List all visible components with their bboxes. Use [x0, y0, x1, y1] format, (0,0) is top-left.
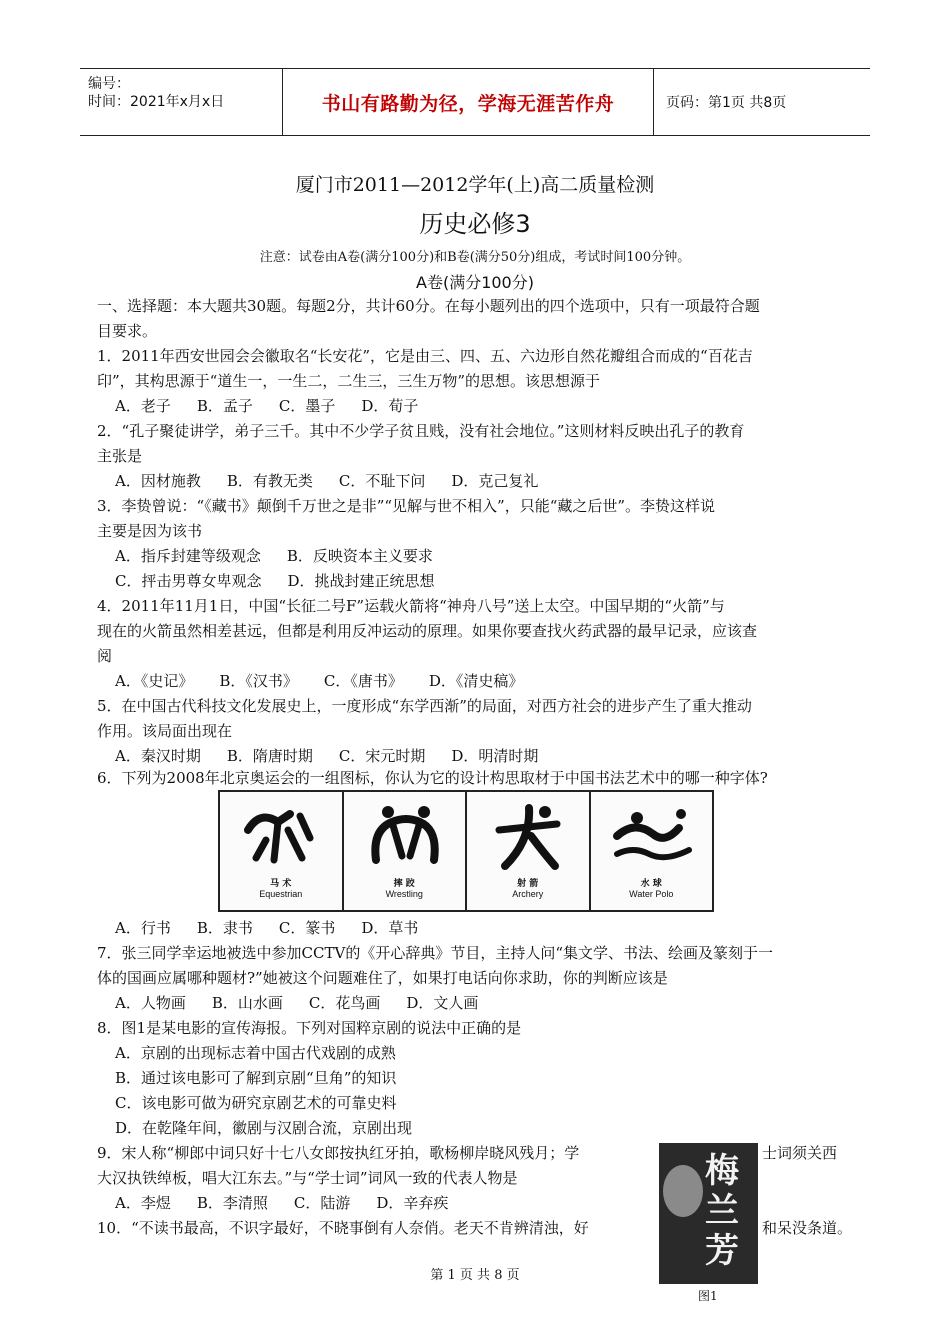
- q1-option-b[interactable]: B．孟子: [196, 397, 253, 415]
- q7-options: [115, 993, 504, 1013]
- q4-option-a[interactable]: A．《史记》: [115, 672, 194, 690]
- q7-option-d[interactable]: D．文人画: [406, 994, 479, 1012]
- q2-option-d[interactable]: D．克己复礼: [451, 472, 539, 490]
- q2-option-a[interactable]: A．因材施教: [115, 472, 201, 490]
- poster-char-1: 梅: [705, 1151, 739, 1191]
- header-table: [80, 68, 870, 136]
- q9-stem-1a: 9．宋人称“柳郎中词只好十七八女郎按执红牙拍，歌杨柳岸晓风残月；学: [97, 1144, 580, 1162]
- header-meta: [80, 69, 283, 135]
- time-label: 时间：2021年x月x日: [88, 94, 225, 110]
- q3-option-c[interactable]: C．抨击男尊女卑观念: [115, 572, 262, 590]
- q1-option-d[interactable]: D．荀子: [361, 397, 419, 415]
- q1-options: [115, 396, 444, 416]
- q7-option-b[interactable]: B．山水画: [211, 994, 283, 1012]
- movie-poster-image: [659, 1143, 758, 1284]
- q9-option-d[interactable]: D．辛弃疾: [376, 1194, 449, 1212]
- page-footer: 第 1 页 共 8 页: [430, 1268, 520, 1283]
- q5-stem-2: 作用。该局面出现在: [97, 722, 233, 740]
- q3-option-b[interactable]: B．反映资本主义要求: [286, 547, 433, 565]
- q8-option-a[interactable]: A．京剧的出现标志着中国古代戏剧的成熟: [115, 1044, 396, 1062]
- page-info: 页码：第1页 共8页: [666, 95, 787, 111]
- exam-note: 注意：试卷由A卷(满分100分)和B卷(满分50分)组成，考试时间100分钟。: [259, 250, 691, 265]
- q2-options: [115, 471, 564, 491]
- subject-title: 历史必修3: [419, 210, 531, 238]
- q6-options: [115, 918, 444, 938]
- q5-options: [115, 746, 564, 766]
- q4-option-d[interactable]: D．《清史稿》: [428, 672, 524, 690]
- q6-option-d[interactable]: D．草书: [361, 919, 419, 937]
- q7-stem-1: 7．张三同学幸运地被选中参加CCTV的《开心辞典》节目，主持人问“集文学、书法、绘画及篆刻于一: [97, 944, 774, 962]
- q8-option-d[interactable]: D．在乾隆年间，徽剧与汉剧合流，京剧出现: [115, 1119, 413, 1137]
- pictogram-cn-label: 水 球: [640, 879, 662, 889]
- pictogram-archery: [467, 792, 591, 910]
- q7-option-c[interactable]: C．花鸟画: [308, 994, 381, 1012]
- q4-option-c[interactable]: C．《唐书》: [323, 672, 403, 690]
- pictogram-equestrian: [220, 792, 344, 910]
- pictogram-cn-label: 射 箭: [517, 879, 539, 889]
- q5-option-d[interactable]: D．明清时期: [451, 747, 539, 765]
- q4-stem-2: 现在的火箭虽然相差甚远，但都是利用反冲运动的原理。如果你要查找火药武器的最早记录，应该查: [97, 622, 758, 640]
- q9-options: [115, 1193, 474, 1213]
- q3-option-a[interactable]: A．指斥封建等级观念: [115, 547, 261, 565]
- q9-option-a[interactable]: A．李煜: [115, 1194, 171, 1212]
- q3-option-d[interactable]: D．挑战封建正统思想: [287, 572, 435, 590]
- archery-icon: [485, 800, 573, 874]
- q2-option-b[interactable]: B．有教无类: [226, 472, 313, 490]
- q3-stem-2: 主要是因为该书: [97, 522, 203, 540]
- q1-option-a[interactable]: A．老子: [115, 397, 171, 415]
- q3-options-row1: [115, 546, 459, 566]
- pictogram-en-label: Wrestling: [385, 889, 423, 899]
- header-motto-cell: [283, 69, 654, 135]
- instruction-line-2: 目要求。: [97, 322, 158, 340]
- q3-options-row2: [115, 571, 461, 591]
- pictogram-wrestling: [344, 792, 468, 910]
- q6-option-b[interactable]: B．隶书: [196, 919, 253, 937]
- exam-title: 厦门市2011—2012学年(上)高二质量检测: [295, 174, 655, 196]
- q9-option-b[interactable]: B．李清照: [196, 1194, 268, 1212]
- poster-char-2: 兰: [705, 1191, 739, 1231]
- pictogram-en-label: Water Polo: [629, 889, 674, 899]
- q6-stem: 6．下列为2008年北京奥运会的一组图标，你认为它的设计构思取材于中国书法艺术中的哪一种字体?: [97, 769, 768, 787]
- q10-stem-b: 和呆没条道。: [762, 1219, 853, 1237]
- q5-option-b[interactable]: B．隋唐时期: [226, 747, 313, 765]
- q7-stem-2: 体的国画应属哪种题材?”她被这个问题难住了，如果打电话向你求助，你的判断应该是: [97, 969, 668, 987]
- q8-option-b[interactable]: B．通过该电影可了解到京剧“旦角”的知识: [115, 1069, 397, 1087]
- pictogram-en-label: Equestrian: [259, 889, 303, 899]
- equestrian-icon: [238, 800, 326, 874]
- q9-option-c[interactable]: C．陆游: [293, 1194, 351, 1212]
- q7-option-a[interactable]: A．人物画: [115, 994, 186, 1012]
- motto: 书山有路勤为径，学海无涯苦作舟: [321, 92, 615, 115]
- number-label: 编号：: [88, 76, 130, 92]
- q1-stem-2: 印”，其构思源于“道生一，一生二，二生三，三生万物”的思想。该思想源于: [97, 372, 601, 390]
- q6-option-a[interactable]: A．行书: [115, 919, 171, 937]
- portrait-shape: [663, 1165, 703, 1217]
- pictogram-en-label: Archery: [512, 889, 544, 899]
- q5-option-a[interactable]: A．秦汉时期: [115, 747, 201, 765]
- q5-stem-1: 5．在中国古代科技文化发展史上，一度形成“东学西渐”的局面，对西方社会的进步产生了重大推动: [97, 697, 752, 715]
- q1-stem-1: 1．2011年西安世园会会徽取名“长安花”，它是由三、四、五、六边形自然花瓣组合而成的“百花吉: [97, 347, 753, 365]
- q4-options: [115, 671, 549, 691]
- q2-stem-1: 2．“孔子聚徒讲学，弟子三千。其中不少学子贫且贱，没有社会地位。”这则材料反映出孔子的教育: [97, 422, 745, 440]
- header-page-cell: [654, 69, 870, 135]
- water-polo-icon: [609, 800, 697, 874]
- pictogram-cn-label: 摔 跤: [393, 879, 415, 889]
- q4-option-b[interactable]: B．《汉书》: [219, 672, 298, 690]
- q9-stem-2: 大汉执铁绰板，唱大江东去。”与“学士词”词风一致的代表人物是: [97, 1169, 518, 1187]
- q1-option-c[interactable]: C．墨子: [278, 397, 336, 415]
- q8-stem: 8．图1是某电影的宣传海报。下列对国粹京剧的说法中正确的是: [97, 1019, 522, 1037]
- pictogram-water-polo: [591, 792, 713, 910]
- poster-char-3: 芳: [705, 1231, 739, 1271]
- q4-stem-3: 阅: [97, 647, 113, 665]
- q5-option-c[interactable]: C．宋元时期: [338, 747, 426, 765]
- q3-stem-1: 3．李贽曾说：“《藏书》颠倒千万世之是非”“见解与世不相入”，只能“藏之后世”。李贽这样说: [97, 497, 716, 515]
- q10-stem-a: 10．“不读书最高，不识字最好，不晓事倒有人奈俏。老天不肯辨清浊，好: [97, 1219, 589, 1237]
- olympic-pictograms: [218, 790, 714, 912]
- section-a-title: A卷(满分100分): [416, 273, 534, 292]
- q2-stem-2: 主张是: [97, 447, 143, 465]
- pictogram-cn-label: 马 术: [270, 879, 292, 889]
- q6-option-c[interactable]: C．篆书: [278, 919, 336, 937]
- figure-caption: 图1: [698, 1289, 718, 1303]
- q4-stem-1: 4．2011年11月1日，中国“长征二号F”运载火箭将“神舟八号”送上太空。中国早期的“火箭”与: [97, 597, 725, 615]
- wrestling-icon: [362, 800, 450, 874]
- q8-option-c[interactable]: C．该电影可做为研究京剧艺术的可靠史料: [115, 1094, 397, 1112]
- q2-option-c[interactable]: C．不耻下问: [338, 472, 426, 490]
- q9-stem-1b: 士词须关西: [762, 1144, 838, 1162]
- instruction-line-1: 一、选择题：本大题共30题。每题2分，共计60分。在每小题列出的四个选项中，只有一项最符合题: [97, 297, 760, 315]
